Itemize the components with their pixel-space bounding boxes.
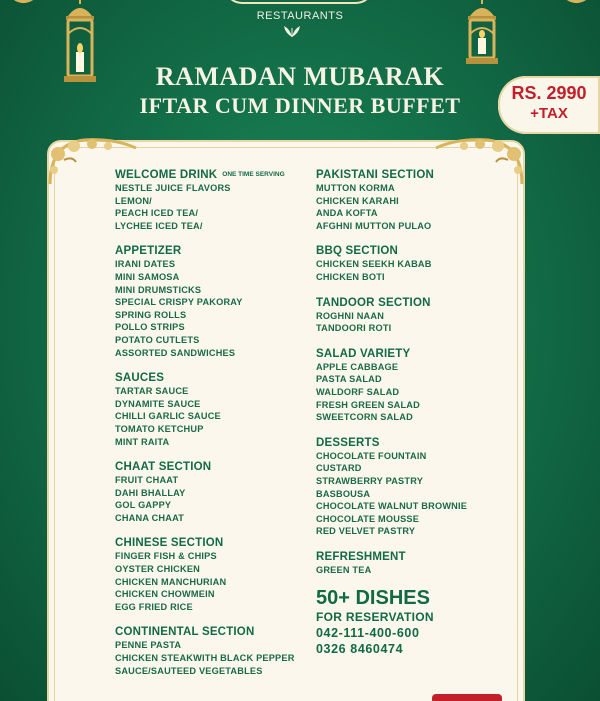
- phone-number-link[interactable]: 0326 8460474: [316, 642, 404, 657]
- menu-item: CHOCOLATE FOUNTAIN: [316, 450, 427, 461]
- menu-item: FRESH GREEN SALAD: [316, 399, 420, 410]
- menu-item: CHICKEN MANCHURIAN: [115, 576, 227, 587]
- menu-section: [316, 550, 516, 577]
- menu-section: [115, 371, 310, 448]
- section-title: TANDOOR SECTION: [316, 296, 431, 309]
- menu-item: AFGHNI MUTTON PULAO: [316, 220, 432, 231]
- menu-section: [115, 460, 310, 524]
- menu-item: TANDOORI ROTI: [316, 323, 392, 334]
- menu-item: NESTLE JUICE FLAVORS: [115, 183, 231, 193]
- menu-item: WALDORF SALAD: [316, 386, 400, 397]
- menu-item: DYNAMITE SAUCE: [115, 398, 201, 409]
- menu-item: CHANA CHAAT: [115, 512, 185, 523]
- menu-item: BASBOUSA: [316, 488, 371, 499]
- menu-item: CHOCOLATE MOUSSE: [316, 513, 420, 524]
- reservation-block: [316, 586, 516, 657]
- menu-item: ROGHNI NAAN: [316, 310, 385, 321]
- menu-column-left: [115, 168, 310, 689]
- menu-item: POTATO CUTLETS: [115, 334, 200, 345]
- menu-section: [316, 347, 516, 424]
- menu-item: SWEETCORN SALAD: [316, 412, 413, 423]
- leaf-icon: [283, 25, 301, 37]
- menu-item: ASSORTED SANDWICHES: [115, 347, 236, 358]
- menu-item: FINGER FISH & CHIPS: [115, 551, 217, 562]
- menu-item: MINI DRUMSTICKS: [115, 284, 202, 295]
- menu-item: DAHI BHALLAY: [115, 487, 186, 498]
- menu-item: GREEN TEA: [316, 564, 372, 575]
- menu-item: CUSTARD: [316, 463, 362, 474]
- menu-item: FRUIT CHAAT: [115, 475, 179, 486]
- menu-item: ANDA KOFTA: [316, 208, 378, 219]
- menu-item: CHILLI GARLIC SAUCE: [115, 411, 221, 422]
- menu-item: APPLE CABBAGE: [316, 361, 399, 372]
- price-badge: [498, 76, 600, 134]
- section-title: SAUCES: [115, 372, 165, 385]
- page-title: RAMADAN MUBARAK: [155, 62, 445, 91]
- menu-item: CHICKEN KARAHI: [316, 195, 399, 206]
- section-title: CONTINENTAL SECTION: [115, 626, 255, 639]
- menu-item: TARTAR SAUCE: [115, 386, 189, 397]
- section-title: APPETIZER: [115, 245, 182, 258]
- menu-item: MINI SAMOSA: [115, 271, 180, 282]
- menu-item: LYCHEE ICED TEA/: [115, 220, 203, 231]
- section-title: CHAAT SECTION: [115, 461, 212, 474]
- menu-column-right: [316, 168, 516, 657]
- menu-item: RED VELVET PASTRY: [316, 526, 416, 537]
- brand-logo-arc: [224, 0, 374, 4]
- menu-section: [115, 244, 310, 359]
- dish-count: 50+ DISHES: [316, 587, 430, 610]
- brand-subtitle: RESTAURANTS: [256, 10, 344, 22]
- price-tax: +TAX: [530, 105, 568, 122]
- menu-section: [316, 168, 516, 232]
- menu-item: PASTA SALAD: [316, 374, 382, 385]
- menu-section: [316, 244, 516, 283]
- menu-item: SAUCE/SAUTEED VEGETABLES: [115, 665, 263, 676]
- menu-section: [316, 436, 516, 538]
- menu-item: CHICKEN SEEKH KABAB: [316, 259, 432, 270]
- menu-item: CHOCOLATE WALNUT BROWNIE: [316, 501, 468, 512]
- section-note: ONE TIME SERVING: [222, 171, 285, 178]
- menu-item: IRANI DATES: [115, 259, 176, 270]
- menu-item: PEACH ICED TEA/: [115, 208, 199, 219]
- menu-item: MUTTON KORMA: [316, 183, 395, 193]
- section-title: PAKISTANI SECTION: [316, 169, 434, 181]
- section-title: REFRESHMENT: [316, 550, 406, 563]
- section-title: DESSERTS: [316, 436, 380, 449]
- menu-item: PENNE PASTA: [115, 640, 182, 651]
- menu-item: CHICKEN BOTI: [316, 271, 385, 282]
- menu-section: [115, 168, 310, 232]
- section-title: SALAD VARIETY: [316, 347, 411, 360]
- menu-section: [115, 625, 310, 677]
- menu-item: LEMON/: [115, 195, 152, 206]
- section-title: CHINESE SECTION: [115, 537, 224, 550]
- timing-badge: [432, 694, 502, 701]
- menu-item: MINT RAITA: [115, 436, 170, 447]
- menu-item: CHICKEN STEAKWITH BLACK PEPPER: [115, 653, 295, 664]
- price-amount: RS. 2990: [511, 83, 587, 103]
- menu-item: SPRING ROLLS: [115, 309, 187, 320]
- menu-item: EGG FRIED RICE: [115, 601, 193, 612]
- phone-number-link[interactable]: 042-111-400-600: [316, 626, 420, 641]
- section-title: WELCOME DRINK ONE TIME SERVING: [115, 169, 285, 181]
- page-subtitle: IFTAR CUM DINNER BUFFET: [139, 93, 461, 118]
- menu-section: [115, 536, 310, 613]
- menu-item: GOL GAPPY: [115, 500, 172, 511]
- menu-item: STRAWBERRY PASTRY: [316, 475, 424, 486]
- section-title: BBQ SECTION: [316, 245, 399, 258]
- menu-item: CHICKEN CHOWMEIN: [115, 589, 215, 600]
- menu-item: SPECIAL CRISPY PAKORAY: [115, 297, 243, 308]
- menu-item: OYSTER CHICKEN: [115, 564, 200, 575]
- menu-section: [316, 296, 516, 335]
- reservation-label: FOR RESERVATION: [316, 610, 434, 625]
- menu-item: POLLO STRIPS: [115, 322, 185, 333]
- menu-item: TOMATO KETCHUP: [115, 423, 204, 434]
